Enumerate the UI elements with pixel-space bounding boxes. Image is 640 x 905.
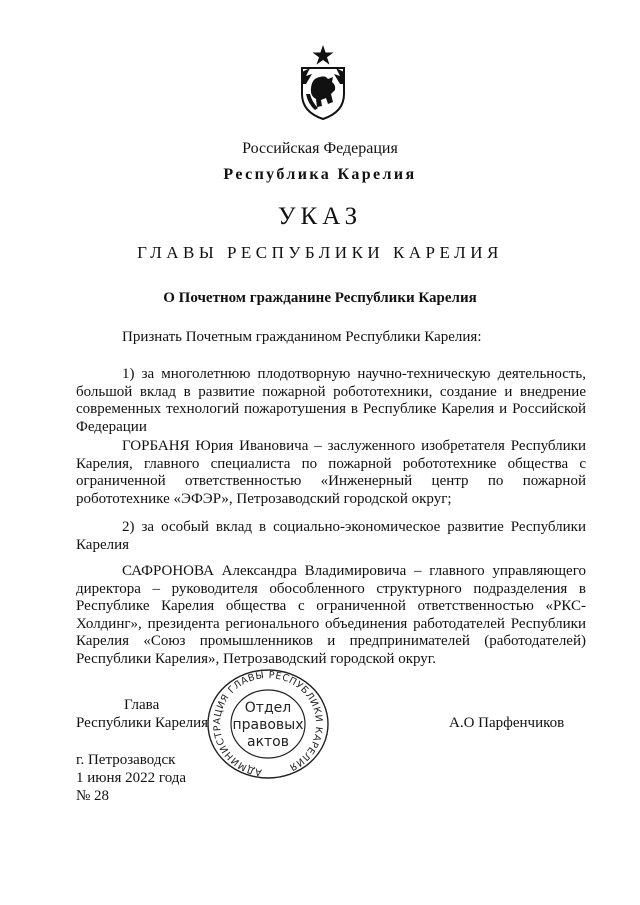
document-title: О Почетном гражданине Республики Карелия <box>163 290 477 306</box>
document-number: № 28 <box>76 788 110 804</box>
place-of-signing: г. Петрозаводск <box>76 752 176 768</box>
stamp-line-2: правовых <box>232 717 304 733</box>
stamp-line-3: актов <box>246 734 290 750</box>
paragraph-4: САФРОНОВА Александра Владимировича – главного управляющего директора – руководителя обособленного структурного подразделения в Республике Карелия общества с ограниченной ответственностью «РКС-Холдинг», президента регионального объединения работодателей Республики Карелия «Союз промышленников и предпринимателей (работодателей) Республики Карелия», Петрозаводский городской округ. <box>76 563 586 667</box>
republic-name: Республика Карелия <box>223 166 417 183</box>
document-type: УКАЗ <box>277 203 363 230</box>
coat-of-arms-icon <box>298 44 348 120</box>
intro-paragraph: Признать Почетным гражданином Республики Карелия: <box>122 329 482 345</box>
issuer: ГЛАВЫ РЕСПУБЛИКИ КАРЕЛИЯ <box>137 243 503 262</box>
official-stamp <box>204 666 332 782</box>
stamp-ring-text: АДМИНИСТРАЦИЯ ГЛАВЫ РЕСПУБЛИКИ КАРЕЛИЯ <box>211 669 325 778</box>
country-name: Российская Федерация <box>242 140 398 157</box>
stamp-line-1: Отдел <box>244 700 292 716</box>
paragraph-3: 2) за особый вклад в социально-экономическое развитие Республики Карелия <box>76 519 586 553</box>
paragraph-1: 1) за многолетнюю плодотворную научно-техническую деятельность, большой вклад в развитие пожарной робототехники, создание и внедрение современных технологий пожаротушения в Республике Карелия и Российской Федерации <box>76 366 586 435</box>
signatory-title-line2: Республики Карелия <box>76 715 209 731</box>
signatory-title-line1: Глава <box>124 697 160 713</box>
paragraph-2: ГОРБАНЯ Юрия Ивановича – заслуженного изобретателя Республики Карелия, главного специалиста по пожарной робототехнике общества с ограниченной ответственностью «Инженерный центр по пожарной робототехнике «ЭФЭР», Петрозаводский городской округ; <box>76 438 586 507</box>
signatory-name: А.О Парфенчиков <box>449 715 565 731</box>
signing-date: 1 июня 2022 года <box>76 770 187 786</box>
